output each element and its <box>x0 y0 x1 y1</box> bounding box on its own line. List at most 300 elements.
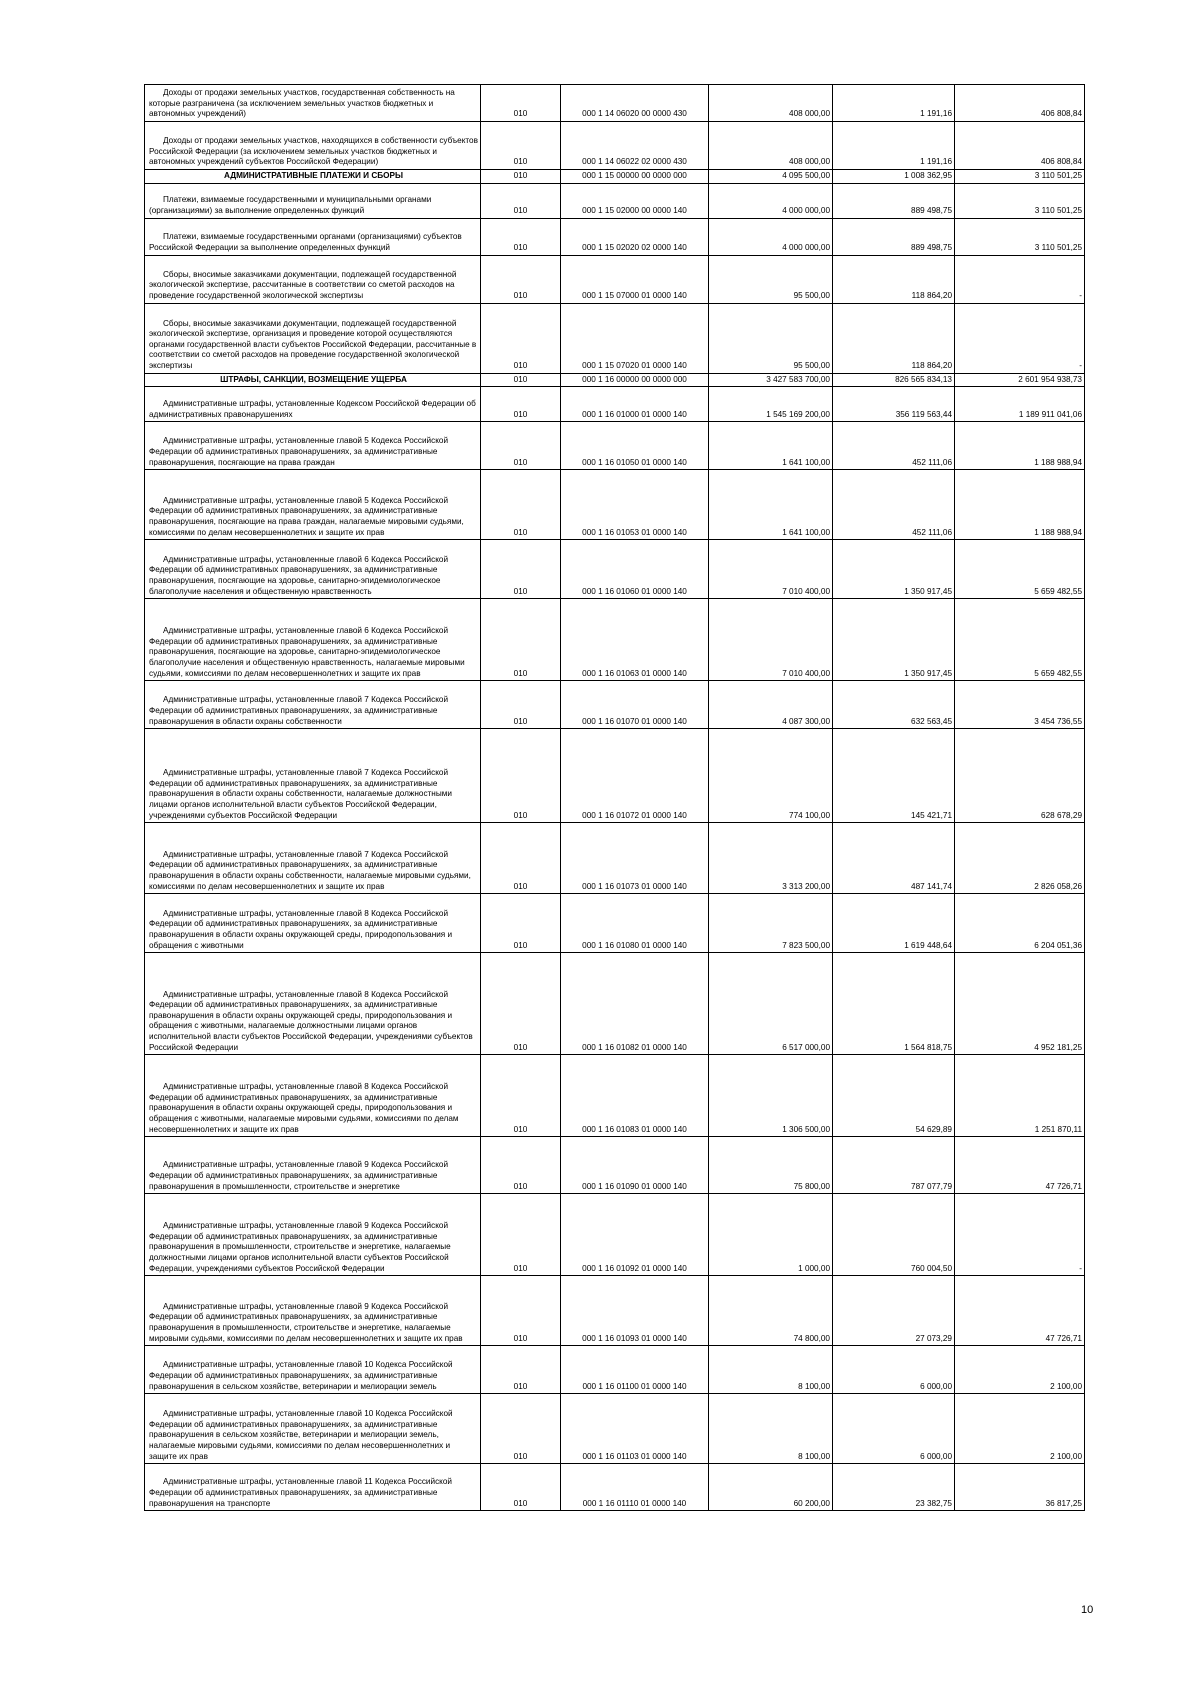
row-classification-code-text: 000 1 16 01083 01 0000 140 <box>582 1124 687 1134</box>
row-executed-amount-text: 787 077,79 <box>911 1181 952 1191</box>
row-line-code-text: 010 <box>513 1124 528 1134</box>
row-executed-amount-text: 889 498,75 <box>911 243 952 252</box>
row-unexecuted-amount <box>955 953 1085 1055</box>
row-executed-amount-text: 487 141,74 <box>911 881 952 891</box>
row-unexecuted-amount <box>955 823 1085 894</box>
row-unexecuted-amount-text: 36 817,25 <box>1045 1498 1082 1508</box>
row-executed-amount-text: 452 111,06 <box>912 527 952 537</box>
row-executed-amount <box>833 255 955 303</box>
row-line-code <box>481 170 561 184</box>
row-name-text: Административные штрафы, установленные главой 9 Кодекса Российской Федерации об административных правонарушениях, за административные правонарушения в промышленности, строительстве и энергетике, налагаемые должностными лицами органов исполнительной власти субъектов Российской Федерации, учреждениями субъектов Российской Федерации <box>149 1221 451 1273</box>
row-unexecuted-amount-text: 47 726,71 <box>1045 1333 1082 1343</box>
table-row <box>145 122 1085 170</box>
row-classification-code-text: 000 1 15 02000 00 0000 140 <box>582 206 687 215</box>
row-line-code <box>481 1194 561 1276</box>
row-classification-code <box>561 373 709 387</box>
row-name <box>145 681 481 729</box>
row-name-text: Административные штрафы, установленные главой 9 Кодекса Российской Федерации об административных правонарушениях, за административные правонарушения в промышленности, строительстве и энергетике, налагаемые мировыми судьями, комиссиями по делам несовершеннолетних и защите их прав <box>149 1301 463 1343</box>
row-name <box>145 183 481 218</box>
row-approved-amount <box>709 1394 833 1464</box>
row-name-text: АДМИНИСТРАТИВНЫЕ ПЛАТЕЖИ И СБОРЫ <box>224 171 403 180</box>
row-unexecuted-amount <box>955 1276 1085 1346</box>
row-unexecuted-amount-text: 2 826 058,26 <box>1034 881 1082 891</box>
row-approved-amount <box>709 422 833 470</box>
row-name-text: Сборы, вносимые заказчиками документации, подлежащей государственной экологической экспертизе, организация и проведение которой осуществляются органами государственной власти субъектов Российской Федерации, рассчитанные в соответствии со сметой расходов на проведение государственной экологической экспертизы <box>149 318 477 370</box>
row-executed-amount <box>833 729 955 823</box>
row-executed-amount-text: 1 350 917,45 <box>904 668 952 678</box>
row-approved-amount-text: 7 823 500,00 <box>782 940 830 950</box>
row-executed-amount <box>833 373 955 387</box>
row-classification-code <box>561 470 709 540</box>
row-name-text: Административные штрафы, установленные главой 6 Кодекса Российской Федерации об административных правонарушениях, за административные правонарушения, посягающие на здоровье, санитарно-эпидемиологическое благополучие населения и общественную нравственность, налагаемые мировыми судьями, комиссиями по делам несовершеннолетних и защите их прав <box>149 626 465 678</box>
table-row <box>145 1194 1085 1276</box>
row-unexecuted-amount-text: 6 204 051,36 <box>1034 940 1082 950</box>
row-approved-amount-text: 4 000 000,00 <box>782 206 830 215</box>
table-row <box>145 1276 1085 1346</box>
table-row <box>145 85 1085 122</box>
row-classification-code <box>561 1137 709 1194</box>
row-line-code-text: 010 <box>513 1498 528 1508</box>
row-name <box>145 1464 481 1511</box>
row-executed-amount <box>833 953 955 1055</box>
table-row <box>145 823 1085 894</box>
row-executed-amount-text: 1 350 917,45 <box>904 586 952 596</box>
row-name <box>145 170 481 184</box>
table-row <box>145 373 1085 387</box>
row-unexecuted-amount-text: 5 659 482,55 <box>1034 668 1082 678</box>
table-row <box>145 183 1085 218</box>
row-name-text: Административные штрафы, установленные главой 5 Кодекса Российской Федерации об административных правонарушениях, за административные правонарушения, посягающие на права граждан <box>149 436 449 467</box>
row-unexecuted-amount <box>955 170 1085 184</box>
row-classification-code-text: 000 1 16 01093 01 0000 140 <box>582 1333 687 1343</box>
row-name <box>145 422 481 470</box>
row-classification-code-text: 000 1 15 07020 01 0000 140 <box>582 361 687 370</box>
table-row <box>145 387 1085 422</box>
row-executed-amount <box>833 303 955 373</box>
row-line-code <box>481 1464 561 1511</box>
row-executed-amount-text: 632 563,45 <box>911 716 952 726</box>
row-name <box>145 303 481 373</box>
row-unexecuted-amount <box>955 1194 1085 1276</box>
row-unexecuted-amount <box>955 183 1085 218</box>
row-name-text: Сборы, вносимые заказчиками документации, подлежащей государственной экологической экспертизе, рассчитанные в соответствии со сметой расходов на проведение государственной экологической экспертизы <box>149 269 457 300</box>
row-classification-code <box>561 218 709 255</box>
row-unexecuted-amount <box>955 303 1085 373</box>
row-executed-amount <box>833 1194 955 1276</box>
row-unexecuted-amount-text: 2 100,00 <box>1050 1381 1082 1391</box>
row-executed-amount <box>833 1137 955 1194</box>
row-classification-code-text: 000 1 14 06022 02 0000 430 <box>582 157 687 167</box>
row-executed-amount-text: 889 498,75 <box>911 206 952 215</box>
row-executed-amount <box>833 681 955 729</box>
row-name <box>145 823 481 894</box>
row-approved-amount <box>709 85 833 122</box>
row-executed-amount-text: 6 000,00 <box>920 1451 952 1461</box>
row-name-text: Административные штрафы, установленные главой 8 Кодекса Российской Федерации об административных правонарушениях, за административные правонарушения в области охраны окружающей среды, природопользования и обращения с животными, налагаемые должностными лицами органов исполнительной власти субъектов Российской Федерации, учреждениями субъектов Российской Федерации <box>149 989 473 1052</box>
row-name <box>145 1394 481 1464</box>
row-approved-amount-text: 7 010 400,00 <box>782 668 830 678</box>
row-unexecuted-amount-text: 1 188 988,94 <box>1034 457 1082 467</box>
row-executed-amount-text: 760 004,50 <box>911 1263 952 1273</box>
row-unexecuted-amount-text: 3 110 501,25 <box>1034 243 1082 252</box>
row-name-text: Административные штрафы, установленные главой 8 Кодекса Российской Федерации об административных правонарушениях, за административные правонарушения в области охраны окружающей среды, природопользования и обращения с животными, налагаемые мировыми судьями, комиссиями по делам несовершеннолетних и защите их прав <box>149 1082 459 1134</box>
row-approved-amount <box>709 373 833 387</box>
row-classification-code-text: 000 1 16 01110 01 0000 140 <box>582 1498 687 1508</box>
row-classification-code-text: 000 1 16 00000 00 0000 000 <box>582 374 687 384</box>
table-row <box>145 1394 1085 1464</box>
row-name <box>145 599 481 681</box>
row-approved-amount <box>709 953 833 1055</box>
row-unexecuted-amount <box>955 1055 1085 1137</box>
row-executed-amount <box>833 218 955 255</box>
row-line-code <box>481 1394 561 1464</box>
row-name-text: Административные штрафы, установленные главой 11 Кодекса Российской Федерации об административных правонарушениях, за административные правонарушения на транспорте <box>149 1477 452 1508</box>
row-approved-amount <box>709 1055 833 1137</box>
row-name-text: ШТРАФЫ, САНКЦИИ, ВОЗМЕЩЕНИЕ УЩЕРБА <box>220 374 407 384</box>
row-unexecuted-amount-text: - <box>1079 1263 1082 1273</box>
row-line-code-text: 010 <box>513 586 528 596</box>
row-approved-amount <box>709 255 833 303</box>
row-executed-amount <box>833 183 955 218</box>
table-row <box>145 1137 1085 1194</box>
row-name <box>145 85 481 122</box>
row-unexecuted-amount <box>955 470 1085 540</box>
row-approved-amount <box>709 183 833 218</box>
row-approved-amount <box>709 1137 833 1194</box>
row-approved-amount <box>709 894 833 953</box>
row-approved-amount <box>709 1464 833 1511</box>
row-name <box>145 1055 481 1137</box>
table-row <box>145 599 1085 681</box>
row-line-code <box>481 1055 561 1137</box>
row-classification-code <box>561 85 709 122</box>
row-approved-amount <box>709 470 833 540</box>
row-approved-amount-text: 3 427 583 700,00 <box>766 374 830 384</box>
row-unexecuted-amount <box>955 422 1085 470</box>
row-executed-amount-text: 1 008 362,95 <box>904 171 952 180</box>
table-row <box>145 255 1085 303</box>
row-name <box>145 373 481 387</box>
row-approved-amount <box>709 170 833 184</box>
table-row <box>145 218 1085 255</box>
row-classification-code-text: 000 1 16 01103 01 0000 140 <box>582 1451 687 1461</box>
row-name-text: Административные штрафы, установленные главой 7 Кодекса Российской Федерации об административных правонарушениях, за административные правонарушения в области охраны собственности <box>149 695 449 726</box>
row-classification-code <box>561 1464 709 1511</box>
row-classification-code <box>561 303 709 373</box>
row-executed-amount <box>833 540 955 599</box>
row-name-text: Платежи, взимаемые государственными органами (организациями) субъектов Российской Федерации за выполнение определенных функций <box>149 232 462 252</box>
row-classification-code-text: 000 1 16 01073 01 0000 140 <box>582 881 687 891</box>
row-name-text: Административные штрафы, установленные главой 10 Кодекса Российской Федерации об административных правонарушениях, за административные правонарушения в сельском хозяйстве, ветеринарии и мелиорации земель <box>149 1360 453 1391</box>
table-row <box>145 894 1085 953</box>
row-unexecuted-amount <box>955 255 1085 303</box>
row-line-code-text: 010 <box>513 1381 528 1391</box>
row-line-code-text: 010 <box>513 810 528 820</box>
row-approved-amount <box>709 1346 833 1394</box>
table-row <box>145 1055 1085 1137</box>
row-line-code-text: 010 <box>513 206 528 215</box>
row-classification-code <box>561 894 709 953</box>
row-classification-code <box>561 729 709 823</box>
row-executed-amount-text: 145 421,71 <box>911 810 952 820</box>
row-unexecuted-amount <box>955 681 1085 729</box>
row-line-code-text: 010 <box>513 361 528 370</box>
revenue-table <box>144 84 1085 1511</box>
row-approved-amount-text: 95 500,00 <box>793 361 830 370</box>
row-classification-code-text: 000 1 16 01090 01 0000 140 <box>582 1181 687 1191</box>
row-classification-code-text: 000 1 16 01063 01 0000 140 <box>582 668 687 678</box>
row-unexecuted-amount <box>955 1137 1085 1194</box>
row-unexecuted-amount-text: 406 808,84 <box>1041 109 1082 119</box>
row-line-code <box>481 303 561 373</box>
row-line-code-text: 010 <box>513 527 528 537</box>
row-executed-amount <box>833 1055 955 1137</box>
row-classification-code <box>561 183 709 218</box>
table-row <box>145 1464 1085 1511</box>
row-name <box>145 470 481 540</box>
row-classification-code-text: 000 1 16 01070 01 0000 140 <box>582 716 687 726</box>
row-line-code-text: 010 <box>513 1263 528 1273</box>
row-line-code <box>481 1276 561 1346</box>
row-name <box>145 1137 481 1194</box>
row-line-code <box>481 183 561 218</box>
row-classification-code-text: 000 1 16 01082 01 0000 140 <box>582 1042 687 1052</box>
row-unexecuted-amount <box>955 540 1085 599</box>
row-unexecuted-amount-text: 1 189 911 041,06 <box>1018 409 1082 419</box>
row-executed-amount-text: 118 864,20 <box>911 361 952 370</box>
row-approved-amount-text: 8 100,00 <box>798 1381 830 1391</box>
row-line-code-text: 010 <box>513 409 528 419</box>
row-line-code-text: 010 <box>513 374 528 384</box>
row-line-code <box>481 540 561 599</box>
row-executed-amount-text: 452 111,06 <box>912 457 952 467</box>
row-approved-amount-text: 4 000 000,00 <box>782 243 830 252</box>
row-approved-amount-text: 95 500,00 <box>793 291 830 300</box>
row-approved-amount <box>709 1276 833 1346</box>
row-executed-amount <box>833 470 955 540</box>
row-classification-code <box>561 1346 709 1394</box>
row-line-code-text: 010 <box>513 291 528 300</box>
row-line-code-text: 010 <box>513 109 528 119</box>
row-executed-amount-text: 54 629,89 <box>915 1124 952 1134</box>
row-line-code-text: 010 <box>513 157 528 167</box>
row-unexecuted-amount <box>955 85 1085 122</box>
row-approved-amount <box>709 681 833 729</box>
row-executed-amount-text: 1 191,16 <box>920 109 952 119</box>
row-approved-amount <box>709 218 833 255</box>
row-name <box>145 255 481 303</box>
row-name-text: Административные штрафы, установленные главой 6 Кодекса Российской Федерации об административных правонарушениях, за административные правонарушения, посягающие на здоровье, санитарно-эпидемиологическое благополучие населения и общественную нравственность <box>149 554 449 596</box>
table-row <box>145 953 1085 1055</box>
row-unexecuted-amount <box>955 1346 1085 1394</box>
row-approved-amount-text: 408 000,00 <box>789 109 830 119</box>
row-name-text: Административные штрафы, установленные Кодексом Российской Федерации об административных правонарушениях <box>149 399 476 419</box>
row-line-code <box>481 218 561 255</box>
row-line-code-text: 010 <box>513 457 528 467</box>
row-executed-amount <box>833 823 955 894</box>
row-classification-code-text: 000 1 16 01092 01 0000 140 <box>582 1263 687 1273</box>
row-line-code-text: 010 <box>513 243 528 252</box>
row-line-code <box>481 470 561 540</box>
row-line-code <box>481 85 561 122</box>
row-unexecuted-amount-text: 2 100,00 <box>1050 1451 1082 1461</box>
row-name <box>145 387 481 422</box>
row-unexecuted-amount-text: 5 659 482,55 <box>1034 586 1082 596</box>
row-executed-amount-text: 826 565 834,13 <box>895 374 952 384</box>
row-name <box>145 218 481 255</box>
row-classification-code <box>561 1055 709 1137</box>
row-name-text: Доходы от продажи земельных участков, государственная собственность на которые разграничена (за исключением земельных участков бюджетных и автономных учреждений) <box>149 88 455 119</box>
row-executed-amount-text: 1 564 818,75 <box>904 1042 952 1052</box>
row-executed-amount <box>833 1276 955 1346</box>
row-unexecuted-amount <box>955 1464 1085 1511</box>
row-classification-code <box>561 1194 709 1276</box>
row-approved-amount-text: 1 545 169 200,00 <box>766 409 830 419</box>
row-executed-amount <box>833 85 955 122</box>
row-name-text: Доходы от продажи земельных участков, находящихся в собственности субъектов Российской Федерации (за исключением земельных участков бюджетных и автономных учреждений субъектов Российской Федерации) <box>149 136 478 167</box>
row-name-text: Административные штрафы, установленные главой 5 Кодекса Российской Федерации об административных правонарушениях, за административные правонарушения, посягающие на права граждан, налагаемые мировыми судьями, комиссиями по делам несовершеннолетних и защите их прав <box>149 495 464 537</box>
row-approved-amount-text: 4 095 500,00 <box>782 171 830 180</box>
row-line-code <box>481 681 561 729</box>
row-classification-code-text: 000 1 16 01080 01 0000 140 <box>582 940 687 950</box>
row-approved-amount <box>709 540 833 599</box>
row-line-code <box>481 122 561 170</box>
row-executed-amount <box>833 122 955 170</box>
row-line-code <box>481 422 561 470</box>
row-unexecuted-amount <box>955 599 1085 681</box>
row-line-code-text: 010 <box>513 1042 528 1052</box>
row-executed-amount-text: 6 000,00 <box>920 1381 952 1391</box>
revenue-table-body <box>145 85 1085 1511</box>
row-unexecuted-amount-text: 3 110 501,25 <box>1034 206 1082 215</box>
row-approved-amount-text: 74 800,00 <box>793 1333 830 1343</box>
row-approved-amount-text: 8 100,00 <box>798 1451 830 1461</box>
row-executed-amount-text: 1 619 448,64 <box>904 940 952 950</box>
row-executed-amount <box>833 422 955 470</box>
row-classification-code <box>561 422 709 470</box>
row-executed-amount <box>833 1394 955 1464</box>
table-row <box>145 303 1085 373</box>
row-approved-amount <box>709 122 833 170</box>
row-approved-amount-text: 1 641 100,00 <box>782 457 830 467</box>
row-approved-amount-text: 1 641 100,00 <box>782 527 830 537</box>
row-classification-code <box>561 1276 709 1346</box>
row-approved-amount-text: 4 087 300,00 <box>782 716 830 726</box>
row-name-text: Административные штрафы, установленные главой 10 Кодекса Российской Федерации об административных правонарушениях, за административные правонарушения в сельском хозяйстве, ветеринарии и мелиорации земель, налагаемые мировыми судьями, комиссиями по делам несовершеннолетних и защите их прав <box>149 1409 453 1461</box>
row-classification-code-text: 000 1 16 01060 01 0000 140 <box>582 586 687 596</box>
row-unexecuted-amount-text: 3 110 501,25 <box>1034 171 1082 180</box>
row-unexecuted-amount <box>955 729 1085 823</box>
row-executed-amount <box>833 1346 955 1394</box>
row-name <box>145 540 481 599</box>
row-approved-amount <box>709 387 833 422</box>
row-unexecuted-amount-text: 4 952 181,25 <box>1034 1042 1082 1052</box>
row-line-code <box>481 255 561 303</box>
table-row <box>145 681 1085 729</box>
row-unexecuted-amount-text: 2 601 954 938,73 <box>1018 374 1082 384</box>
table-row <box>145 1346 1085 1394</box>
row-line-code <box>481 894 561 953</box>
row-classification-code <box>561 1394 709 1464</box>
row-line-code <box>481 599 561 681</box>
row-name <box>145 953 481 1055</box>
row-executed-amount <box>833 387 955 422</box>
row-approved-amount <box>709 599 833 681</box>
row-approved-amount-text: 774 100,00 <box>789 810 830 820</box>
row-classification-code-text: 000 1 15 02020 02 0000 140 <box>582 243 687 252</box>
row-classification-code <box>561 387 709 422</box>
row-approved-amount-text: 75 800,00 <box>793 1181 830 1191</box>
row-name-text: Административные штрафы, установленные главой 8 Кодекса Российской Федерации об административных правонарушениях, за административные правонарушения в области охраны окружающей среды, природопользования и обращения с животными <box>149 908 453 950</box>
row-executed-amount <box>833 1464 955 1511</box>
row-classification-code <box>561 255 709 303</box>
row-unexecuted-amount-text: - <box>1079 361 1082 370</box>
row-unexecuted-amount <box>955 218 1085 255</box>
row-unexecuted-amount <box>955 387 1085 422</box>
row-executed-amount <box>833 599 955 681</box>
row-unexecuted-amount-text: - <box>1079 291 1082 300</box>
row-approved-amount-text: 3 313 200,00 <box>782 881 830 891</box>
row-approved-amount <box>709 823 833 894</box>
row-approved-amount-text: 60 200,00 <box>793 1498 830 1508</box>
row-unexecuted-amount <box>955 122 1085 170</box>
row-executed-amount-text: 1 191,16 <box>920 157 952 167</box>
row-approved-amount <box>709 303 833 373</box>
table-row <box>145 540 1085 599</box>
row-name-text: Административные штрафы, установленные главой 7 Кодекса Российской Федерации об административных правонарушениях, за административные правонарушения в области охраны собственности, налагаемые должностными лицами органов исполнительной власти субъектов Российской Федерации, учреждениями субъектов Российской Федерации <box>149 768 452 820</box>
row-executed-amount <box>833 170 955 184</box>
row-executed-amount-text: 27 073,29 <box>915 1333 952 1343</box>
row-unexecuted-amount <box>955 894 1085 953</box>
row-executed-amount-text: 356 119 563,44 <box>895 409 952 419</box>
row-executed-amount-text: 118 864,20 <box>911 291 952 300</box>
row-approved-amount-text: 7 010 400,00 <box>782 586 830 596</box>
table-row <box>145 470 1085 540</box>
row-name-text: Административные штрафы, установленные главой 7 Кодекса Российской Федерации об административных правонарушениях, за административные правонарушения в области охраны собственности, налагаемые мировыми судьями, комиссиями по делам несовершеннолетних и защите их прав <box>149 849 471 891</box>
row-unexecuted-amount-text: 1 188 988,94 <box>1034 527 1082 537</box>
row-name <box>145 1276 481 1346</box>
row-unexecuted-amount-text: 1 251 870,11 <box>1034 1124 1082 1134</box>
row-classification-code-text: 000 1 16 01072 01 0000 140 <box>582 810 687 820</box>
row-name-text: Административные штрафы, установленные главой 9 Кодекса Российской Федерации об административных правонарушениях, за административные правонарушения в промышленности, строительстве и энергетике <box>149 1160 449 1191</box>
row-classification-code-text: 000 1 15 00000 00 0000 000 <box>582 171 687 180</box>
row-line-code <box>481 387 561 422</box>
row-approved-amount <box>709 729 833 823</box>
row-line-code <box>481 823 561 894</box>
row-classification-code-text: 000 1 16 01100 01 0000 140 <box>582 1381 687 1391</box>
row-classification-code <box>561 540 709 599</box>
row-unexecuted-amount <box>955 1394 1085 1464</box>
row-line-code <box>481 373 561 387</box>
row-approved-amount <box>709 1194 833 1276</box>
row-unexecuted-amount-text: 3 454 736,55 <box>1034 716 1082 726</box>
row-line-code-text: 010 <box>513 881 528 891</box>
table-row <box>145 170 1085 184</box>
row-classification-code <box>561 823 709 894</box>
row-line-code-text: 010 <box>513 1333 528 1343</box>
table-row <box>145 422 1085 470</box>
row-classification-code <box>561 681 709 729</box>
row-line-code-text: 010 <box>513 1181 528 1191</box>
row-name <box>145 729 481 823</box>
row-classification-code <box>561 170 709 184</box>
row-executed-amount-text: 23 382,75 <box>915 1498 952 1508</box>
table-row <box>145 729 1085 823</box>
row-name <box>145 1194 481 1276</box>
row-line-code <box>481 1346 561 1394</box>
row-classification-code <box>561 122 709 170</box>
row-approved-amount-text: 408 000,00 <box>789 157 830 167</box>
